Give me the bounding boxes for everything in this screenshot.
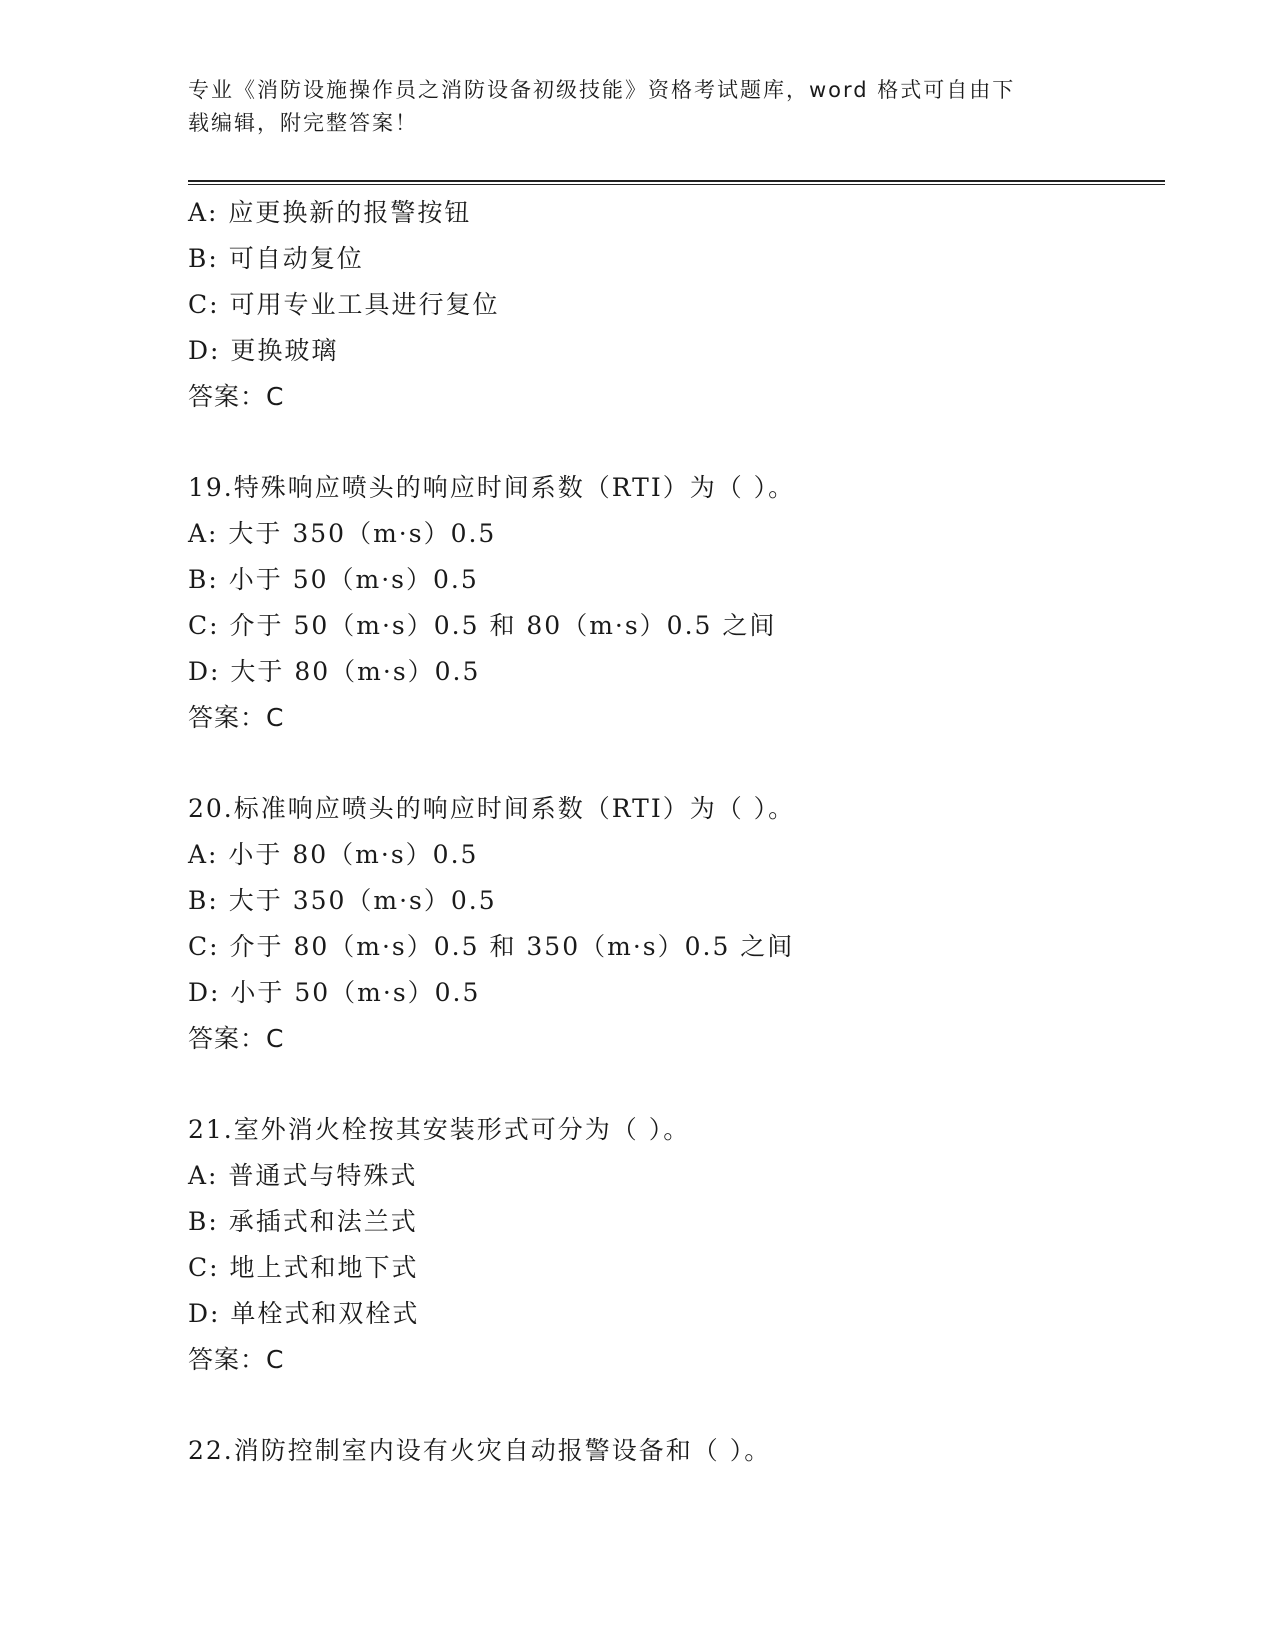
- answer: 答案：C: [188, 382, 285, 411]
- answer: 答案：C: [188, 1024, 285, 1053]
- option-a: A: 普通式与特殊式: [188, 1161, 418, 1190]
- header-line-2: 载编辑，附完整答案！: [188, 111, 418, 135]
- question-20-block: [188, 786, 1168, 1062]
- question-18-block: [188, 190, 1168, 420]
- question-22-block: [188, 1428, 1168, 1474]
- option-d: D: 小于 50（m·s）0.5: [188, 978, 481, 1007]
- option-b: B: 可自动复位: [188, 244, 364, 273]
- question-21-block: [188, 1107, 1168, 1383]
- option-d: D: 大于 80（m·s）0.5: [188, 657, 481, 686]
- option-b: B: 小于 50（m·s）0.5: [188, 565, 479, 594]
- document-header: [188, 74, 1068, 140]
- option-b: B: 承插式和法兰式: [188, 1207, 418, 1236]
- question-text: 22.消防控制室内设有火灾自动报警设备和（ ）。: [188, 1436, 772, 1465]
- question-text: 21.室外消火栓按其安装形式可分为（ ）。: [188, 1115, 691, 1144]
- header-divider-thick: [188, 180, 1165, 182]
- header-divider-thin: [188, 184, 1165, 185]
- question-list: [188, 190, 1168, 1474]
- option-a: A: 小于 80（m·s）0.5: [188, 840, 479, 869]
- question-19-block: [188, 465, 1168, 741]
- option-c: C: 介于 80（m·s）0.5 和 350（m·s）0.5 之间: [188, 932, 795, 961]
- question-text: 20.标准响应喷头的响应时间系数（RTI）为（ ）。: [188, 794, 796, 823]
- option-b: B: 大于 350（m·s）0.5: [188, 886, 497, 915]
- question-text: 19.特殊响应喷头的响应时间系数（RTI）为（ ）。: [188, 473, 796, 502]
- answer: 答案：C: [188, 703, 285, 732]
- option-a: A: 应更换新的报警按钮: [188, 198, 472, 227]
- option-c: C: 地上式和地下式: [188, 1253, 419, 1282]
- header-line-1: 专业《消防设施操作员之消防设备初级技能》资格考试题库，word 格式可自由下: [188, 78, 1016, 102]
- option-d: D: 单栓式和双栓式: [188, 1299, 420, 1328]
- answer: 答案：C: [188, 1345, 285, 1374]
- option-d: D: 更换玻璃: [188, 336, 339, 365]
- option-c: C: 介于 50（m·s）0.5 和 80（m·s）0.5 之间: [188, 611, 777, 640]
- option-a: A: 大于 350（m·s）0.5: [188, 519, 497, 548]
- option-c: C: 可用专业工具进行复位: [188, 290, 500, 319]
